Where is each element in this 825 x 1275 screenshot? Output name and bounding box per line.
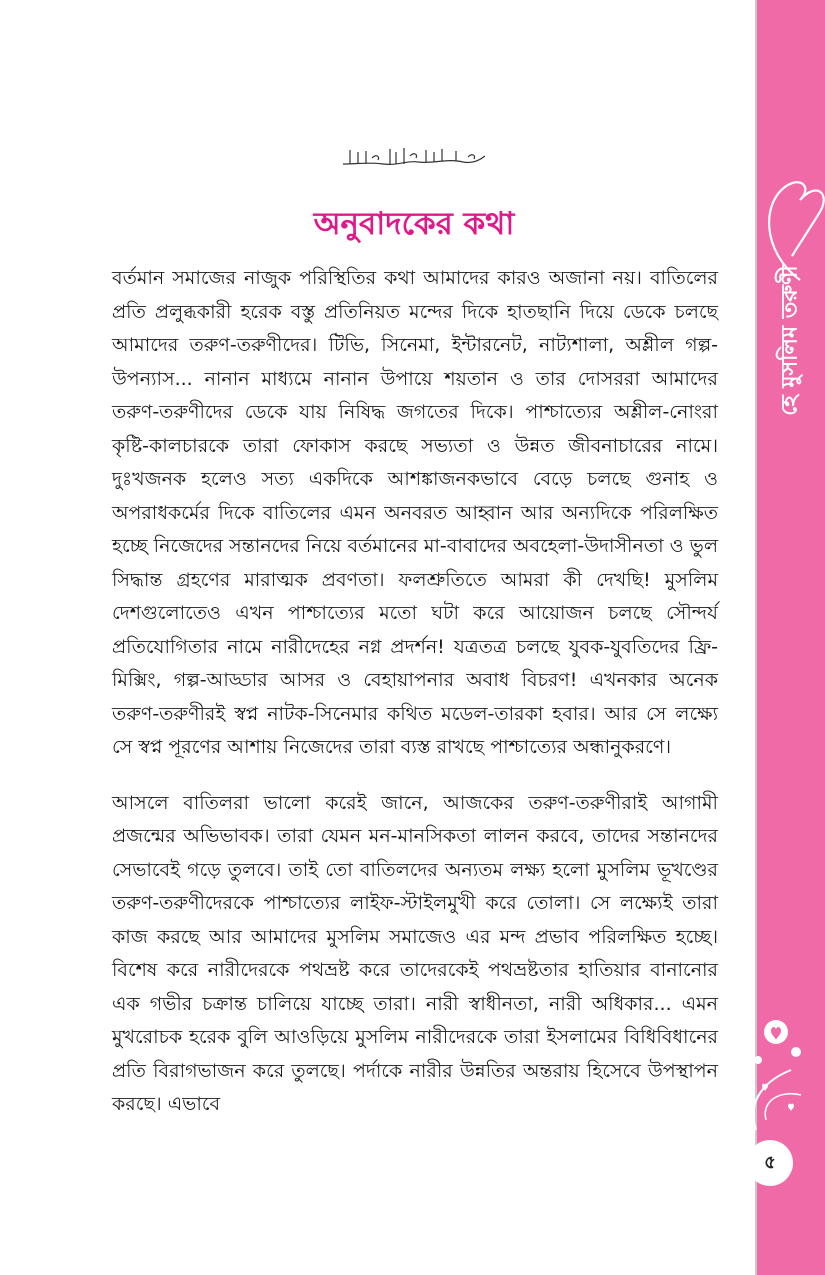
book-title-vertical (757, 240, 825, 440)
bismillah-calligraphy (338, 142, 488, 172)
body-text (112, 262, 718, 1122)
paragraph-1: বর্তমান সমাজের নাজুক পরিস্থিতির কথা আমাদের কারও অজানা নয়। বাতিলের প্রতি প্রলুব্ধকারী হরেক বস্তু প্রতিনিয়ত মন্দের দিকে হাতছানি দিয়ে ডেকে চলছে আমাদের তরুণ-তরুণীদের। টিভি, সিনেমা, ইন্টারনেট, নাট্যশালা, অশ্লীল গল্প-উপন্যাস... নানান মাধ্যমে নানান উপায়ে শয়তান ও তার দোসররা আমাদের তরুণ-তরুণীদের ডেকে যায় নিষিদ্ধ জগতের দিকে। পাশ্চাত্যের অশ্লীল-নোংরা কৃষ্টি-কালচারকে তারা ফোকাস করছে সভ্যতা ও উন্নত জীবনাচারের নামে। দুঃখজনক হলেও সত্য একদিকে আশঙ্কাজনকভাবে বেড়ে চলছে গুনাহ ও অপরাধকর্মের দিকে বাতিলের এমন অনবরত আহ্বান আর অন্যদিকে পরিলক্ষিত হচ্ছে নিজেদের সন্তানদের নিয়ে বর্তমানের মা-বাবাদের অবহেলা-উদাসীনতা ও ভুল সিদ্ধান্ত গ্রহণের মারাত্মক প্রবণতা। ফলশ্রুতিতে আমরা কী দেখছি! মুসলিম দেশগুলোতেও এখন পাশ্চাত্যের মতো ঘটা করে আয়োজন চলছে সৌন্দর্য প্রতিযোগিতার নামে নারীদেহের নগ্ন প্রদর্শন! যত্রতত্র চলছে যুবক-যুবতিদের ফ্রি-মিক্সিং, গল্প-আড্ডার আসর ও বেহায়াপনার অবাধ বিচরণ! এখনকার অনেক তরুণ-তরুণীরই স্বপ্ন নাটক-সিনেমার কথিত মডেল-তারকা হবার। আর সে লক্ষ্যে সে স্বপ্ন পূরণের আশায় নিজেদের তারা ব্যস্ত রাখছে পাশ্চাত্যের অন্ধানুকরণে। (112, 267, 718, 758)
chapter-title: অনুবাদকের কথা (313, 206, 515, 242)
page-number: ৫ (747, 1140, 793, 1186)
bismillah-text (413, 169, 415, 171)
paragraph-2: আসলে বাতিলরা ভালো করেই জানে, আজকের তরুণ-তরুণীরাই আগামী প্রজন্মের অভিভাবক। তারা যেমন মন-মানসিকতা লালন করবে, তাদের সন্তানদের সেভাবেই গড়ে তুলবে। তাই তো বাতিলদের অন্যতম লক্ষ্য হলো মুসলিম ভূখণ্ডের তরুণ-তরুণীদেরকে পাশ্চাত্যের লাইফ-স্টাইলমুখী করে তোলা। সে লক্ষ্যেই তারা কাজ করছে আর আমাদের মুসলিম সমাজেও এর মন্দ প্রভাব পরিলক্ষিত হচ্ছে। বিশেষ করে নারীদেরকে পথভ্রষ্ট করে তাদেরকেই পথভ্রষ্টতার হাতিয়ার বানানোর এক গভীর চক্রান্ত চালিয়ে যাচ্ছে তারা। নারী স্বাধীনতা, নারী অধিকার... এমন মুখরোচক হরেক বুলি আওড়িয়ে মুসলিম নারীদেরকে তারা ইসলামের বিধিবিধানের প্রতি বিরাগভাজন করে তুলছে। পর্দাকে নারীর উন্নতির অন্তরায় হিসেবে উপস্থাপন করছে। এভাবে (112, 791, 718, 1115)
floral-ornament-icon (736, 1000, 821, 1140)
book-title: হে মুসলিম তরুণী (777, 264, 803, 416)
